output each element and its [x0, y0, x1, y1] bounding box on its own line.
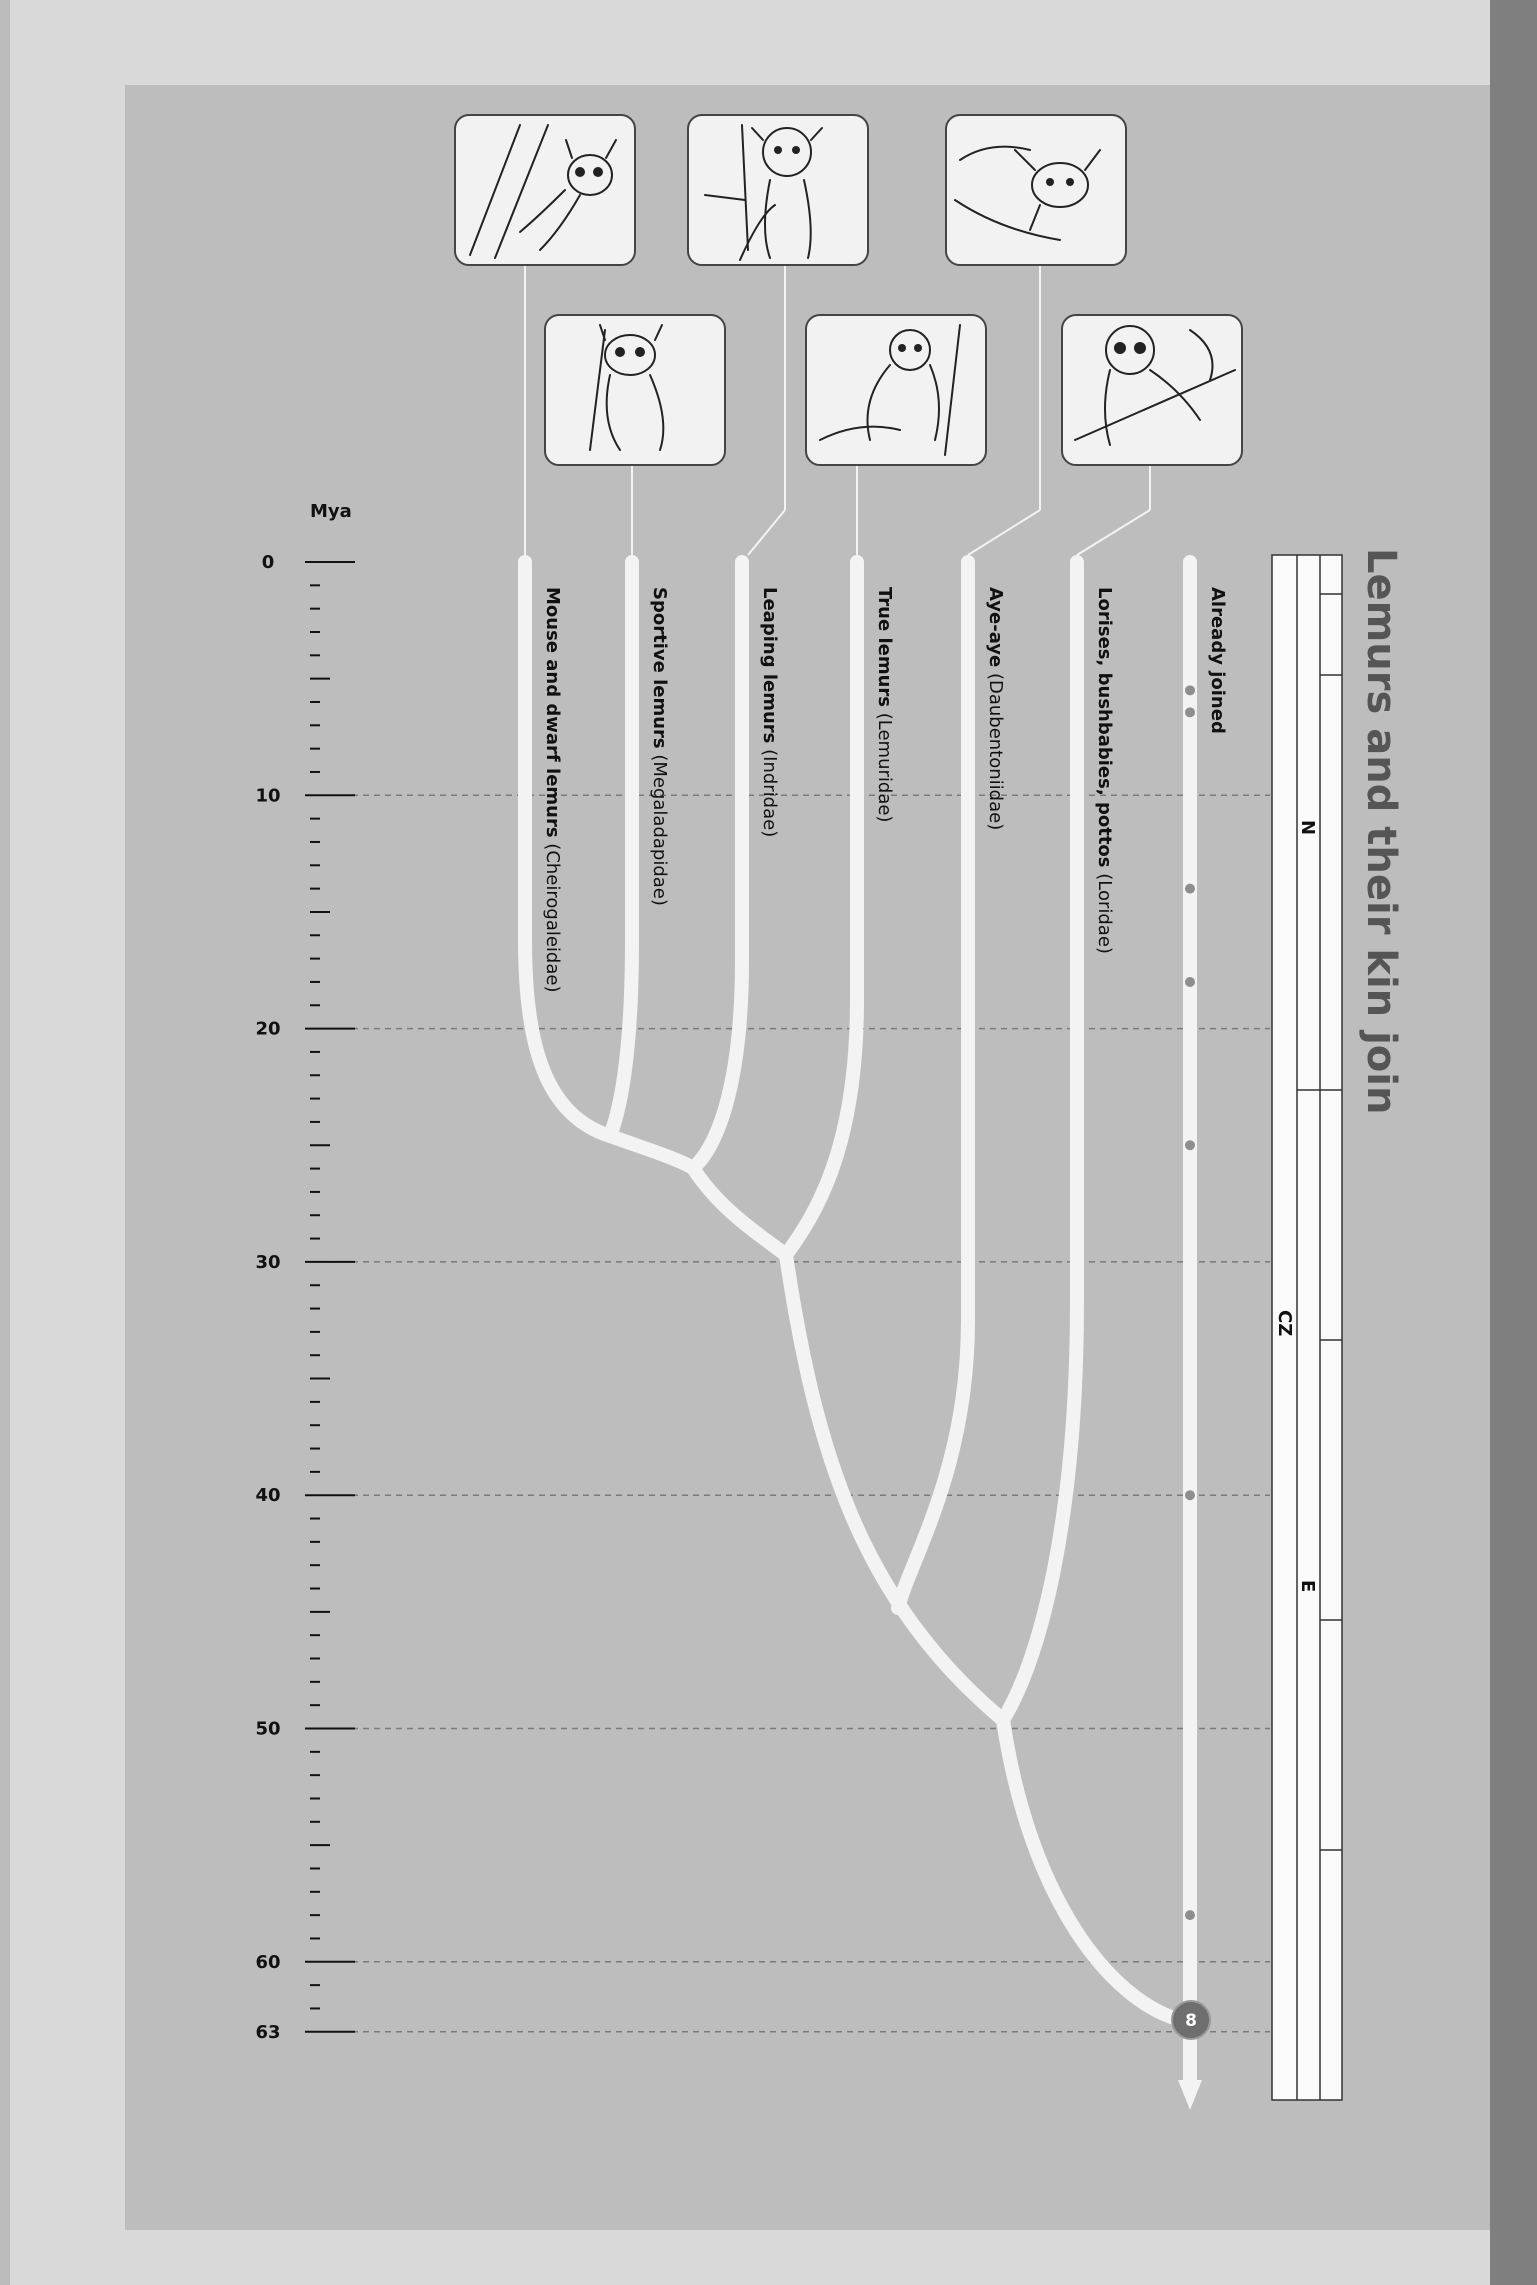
axis-unit-label: Mya — [310, 501, 352, 522]
clade-name: Lorises, bushbabies, pottos — [1094, 587, 1115, 868]
aye-aye-icon — [946, 115, 1126, 265]
clade-family: (Indridae) — [759, 743, 780, 838]
join-dot — [1185, 1490, 1195, 1500]
diagram-title: Lemurs and their kin join — [1358, 548, 1404, 1115]
page-left-edge — [0, 0, 10, 2285]
clade-family: (Lemuridae) — [874, 707, 895, 823]
true-lemur-icon — [806, 315, 986, 465]
rendezvous-marker — [1172, 2001, 1210, 2039]
clade-name: Aye-aye — [985, 587, 1006, 668]
tick-label: 60 — [255, 1951, 281, 1973]
clade-family: (Loridae) — [1094, 867, 1115, 954]
clade-label-true-lemurs — [874, 587, 895, 822]
clade-family: (Daubentoniidae) — [985, 667, 1006, 831]
tick-label: 40 — [255, 1485, 281, 1507]
join-dot — [1185, 685, 1195, 695]
join-dot — [1185, 977, 1195, 987]
clade-family: (Cheirogaleidae) — [542, 837, 563, 993]
clade-label-already-joined — [1207, 587, 1228, 734]
rendezvous-number: 8 — [1185, 2011, 1197, 2031]
tick-label: 50 — [255, 1718, 281, 1740]
clade-label-leaping-lemurs — [759, 587, 780, 837]
clade-label-lorises — [1094, 587, 1115, 954]
clade-name: Mouse and dwarf lemurs — [542, 587, 563, 838]
era-label-n: N — [1297, 820, 1318, 836]
era-label-cz: CZ — [1274, 1310, 1295, 1337]
loris-icon — [1062, 315, 1242, 465]
clade-label-mouse-dwarf-lemurs — [542, 587, 563, 992]
join-dot — [1185, 707, 1195, 717]
mouse-lemur-icon — [455, 115, 635, 265]
tick-label: 30 — [255, 1251, 281, 1273]
clade-name: Already joined — [1207, 587, 1228, 734]
leaping-lemur-icon — [688, 115, 868, 265]
join-dot — [1185, 1910, 1195, 1920]
join-dot — [1185, 884, 1195, 894]
clade-name: Sportive lemurs — [649, 587, 670, 749]
clade-family: (Megaladapidae) — [649, 748, 670, 906]
clade-name: True lemurs — [874, 587, 895, 708]
join-dot — [1185, 1140, 1195, 1150]
clade-label-aye-aye — [985, 587, 1006, 830]
clade-name: Leaping lemurs — [759, 587, 780, 744]
tick-label: 10 — [255, 785, 281, 807]
page-right-shadow — [1490, 0, 1537, 2285]
geologic-timescale — [1272, 555, 1342, 2100]
tick-label: 0 — [261, 552, 275, 573]
sportive-lemur-icon — [545, 315, 725, 465]
tick-label: 63 — [255, 2021, 281, 2043]
era-label-e: E — [1297, 1580, 1318, 1593]
clade-label-sportive-lemurs — [649, 587, 670, 906]
tick-label: 20 — [255, 1018, 281, 1040]
